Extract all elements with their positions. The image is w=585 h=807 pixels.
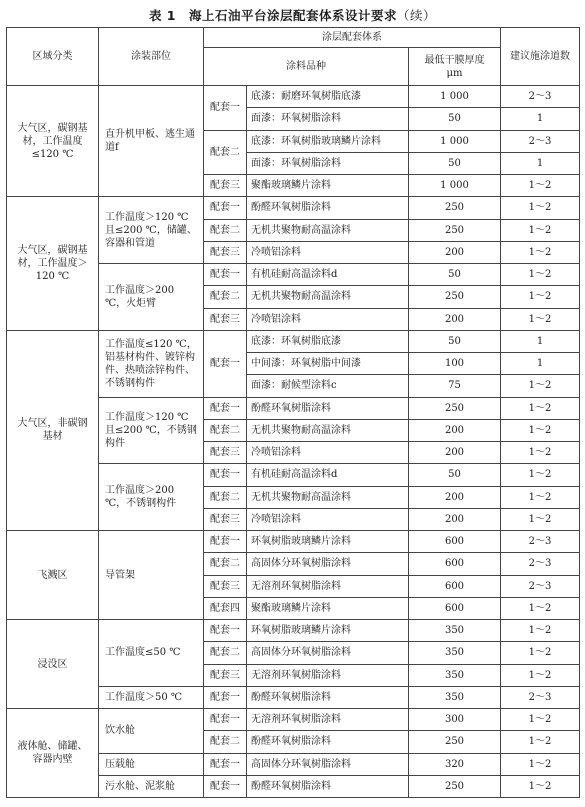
coating-location-cell: 工作温度＞200 ℃，火炬臂 <box>99 264 204 331</box>
system-set-cell: 配套一 <box>204 330 247 397</box>
header-system: 涂层配套体系 <box>204 28 501 48</box>
coating-location-cell: 饮水舱 <box>99 709 204 754</box>
dry-film-thickness-cell: 1 000 <box>409 86 501 108</box>
system-set-cell: 配套一 <box>204 753 247 775</box>
coat-passes-cell: 1 <box>501 108 580 130</box>
dry-film-thickness-cell: 200 <box>409 442 501 464</box>
dry-film-thickness-cell: 250 <box>409 219 501 241</box>
coat-passes-cell: 1～2 <box>501 642 580 664</box>
system-set-cell: 配套二 <box>204 286 247 308</box>
system-set-cell: 配套三 <box>204 508 247 530</box>
dry-film-thickness-cell: 200 <box>409 241 501 263</box>
coating-type-cell: 冷喷铝涂料 <box>247 308 409 330</box>
header-dft-label: 最低干膜厚度 <box>424 54 485 66</box>
dry-film-thickness-cell: 200 <box>409 508 501 530</box>
dry-film-thickness-cell: 50 <box>409 152 501 174</box>
system-set-cell: 配套一 <box>204 397 247 419</box>
dry-film-thickness-cell: 200 <box>409 308 501 330</box>
coating-type-cell: 冷喷铝涂料 <box>247 241 409 263</box>
system-set-cell: 配套一 <box>204 197 247 219</box>
dry-film-thickness-cell: 250 <box>409 286 501 308</box>
dry-film-thickness-cell: 350 <box>409 686 501 708</box>
dry-film-thickness-cell: 200 <box>409 486 501 508</box>
coat-passes-cell: 1～2 <box>501 219 580 241</box>
caption-continued: （续） <box>397 8 437 23</box>
coating-type-cell: 高固体分环氧树脂涂料 <box>247 753 409 775</box>
coat-passes-cell: 2～3 <box>501 130 580 152</box>
coat-passes-cell: 1～2 <box>501 486 580 508</box>
coating-type-cell: 底漆：耐磨环氧树脂底漆 <box>247 86 409 108</box>
dry-film-thickness-cell: 300 <box>409 709 501 731</box>
coat-passes-cell: 1～2 <box>501 731 580 753</box>
header-zone: 区域分类 <box>7 28 99 86</box>
coat-passes-cell: 1～2 <box>501 753 580 775</box>
dry-film-thickness-cell: 50 <box>409 330 501 352</box>
dry-film-thickness-cell: 250 <box>409 397 501 419</box>
coating-type-cell: 酚醛环氧树脂涂料 <box>247 775 409 797</box>
header-dft-unit: μm <box>446 67 463 79</box>
dry-film-thickness-cell: 250 <box>409 731 501 753</box>
coating-location-cell: 压载舱 <box>99 753 204 775</box>
coating-type-cell: 无机共聚物耐高温涂料 <box>247 486 409 508</box>
header-part: 涂装部位 <box>99 28 204 86</box>
coating-type-cell: 底漆：环氧树脂玻璃鳞片涂料 <box>247 130 409 152</box>
dry-film-thickness-cell: 250 <box>409 197 501 219</box>
coat-passes-cell: 1～2 <box>501 620 580 642</box>
system-set-cell: 配套二 <box>204 486 247 508</box>
dry-film-thickness-cell: 50 <box>409 108 501 130</box>
coating-type-cell: 聚酯玻璃鳞片涂料 <box>247 175 409 197</box>
coat-passes-cell: 1～2 <box>501 197 580 219</box>
system-set-cell: 配套一 <box>204 86 247 131</box>
coating-type-cell: 无溶剂环氧树脂涂料 <box>247 664 409 686</box>
coating-type-cell: 有机硅耐高温涂料d <box>247 264 409 286</box>
coating-system-table <box>6 27 580 798</box>
coat-passes-cell: 1～2 <box>501 308 580 330</box>
dry-film-thickness-cell: 600 <box>409 575 501 597</box>
dry-film-thickness-cell: 50 <box>409 464 501 486</box>
coat-passes-cell: 1～2 <box>501 597 580 619</box>
coating-location-cell: 导管架 <box>99 531 204 620</box>
system-set-cell: 配套三 <box>204 175 247 197</box>
coating-type-cell: 中间漆：环氧树脂中间漆 <box>247 353 409 375</box>
coating-location-cell: 工作温度＞120 ℃且≤200 ℃，不锈钢构件 <box>99 397 204 464</box>
coating-type-cell: 酚醛环氧树脂涂料 <box>247 197 409 219</box>
coat-passes-cell: 1～2 <box>501 664 580 686</box>
dry-film-thickness-cell: 350 <box>409 642 501 664</box>
coating-type-cell: 高固体分环氧树脂涂料 <box>247 553 409 575</box>
dry-film-thickness-cell: 350 <box>409 664 501 686</box>
coat-passes-cell: 1～2 <box>501 375 580 397</box>
system-set-cell: 配套四 <box>204 597 247 619</box>
coat-passes-cell: 1～2 <box>501 175 580 197</box>
dry-film-thickness-cell: 50 <box>409 264 501 286</box>
table-header <box>7 28 580 86</box>
coating-type-cell: 无机共聚物耐高温涂料 <box>247 219 409 241</box>
table-row <box>7 709 580 731</box>
coating-location-cell: 工作温度＞50 ℃ <box>99 686 204 708</box>
dry-film-thickness-cell: 75 <box>409 375 501 397</box>
coat-passes-cell: 1～2 <box>501 264 580 286</box>
coating-location-cell: 直升机甲板、逃生通道f <box>99 86 204 197</box>
coating-location-cell: 工作温度≤50 ℃ <box>99 620 204 687</box>
system-set-cell: 配套三 <box>204 664 247 686</box>
system-set-cell: 配套二 <box>204 130 247 175</box>
coat-passes-cell: 1 <box>501 353 580 375</box>
system-set-cell: 配套三 <box>204 241 247 263</box>
dry-film-thickness-cell: 250 <box>409 775 501 797</box>
coat-passes-cell: 1～2 <box>501 775 580 797</box>
coating-location-cell: 工作温度＞200 ℃，不锈钢构件 <box>99 464 204 531</box>
dry-film-thickness-cell: 1 000 <box>409 130 501 152</box>
coat-passes-cell: 1～2 <box>501 241 580 263</box>
coat-passes-cell: 1～2 <box>501 508 580 530</box>
coat-passes-cell: 1 <box>501 152 580 174</box>
header-coating: 涂料品种 <box>204 48 409 86</box>
dry-film-thickness-cell: 200 <box>409 419 501 441</box>
coating-type-cell: 酚醛环氧树脂涂料 <box>247 397 409 419</box>
coat-passes-cell: 1～2 <box>501 464 580 486</box>
table-caption <box>0 6 585 24</box>
table-row <box>7 330 580 352</box>
coat-passes-cell: 1～2 <box>501 709 580 731</box>
caption-title: 表 1 海上石油平台涂层配套体系设计要求 <box>148 8 398 23</box>
coat-passes-cell: 1～2 <box>501 286 580 308</box>
table-row <box>7 197 580 219</box>
coating-type-cell: 无机共聚物耐高温涂料 <box>247 419 409 441</box>
coating-type-cell: 环氧树脂玻璃鳞片涂料 <box>247 620 409 642</box>
coat-passes-cell: 2～3 <box>501 575 580 597</box>
coating-type-cell: 面漆：环氧树脂涂料 <box>247 108 409 130</box>
coat-passes-cell: 1～2 <box>501 419 580 441</box>
system-set-cell: 配套一 <box>204 620 247 642</box>
coating-type-cell: 无溶剂环氧树脂涂料 <box>247 575 409 597</box>
coat-passes-cell: 2～3 <box>501 686 580 708</box>
system-set-cell: 配套二 <box>204 219 247 241</box>
coating-location-cell: 工作温度＞120 ℃且≤200 ℃，储罐、容器和管道 <box>99 197 204 264</box>
zone-cell: 飞溅区 <box>7 531 99 620</box>
system-set-cell: 配套一 <box>204 709 247 731</box>
dry-film-thickness-cell: 320 <box>409 753 501 775</box>
dry-film-thickness-cell: 600 <box>409 597 501 619</box>
system-set-cell: 配套二 <box>204 731 247 753</box>
coating-type-cell: 冷喷铝涂料 <box>247 442 409 464</box>
zone-cell: 液体舱、储罐、容器内壁 <box>7 709 99 798</box>
coat-passes-cell: 2～3 <box>501 531 580 553</box>
coating-type-cell: 环氧树脂玻璃鳞片涂料 <box>247 531 409 553</box>
coating-type-cell: 无机共聚物耐高温涂料 <box>247 286 409 308</box>
header-passes: 建议施涂道数 <box>501 28 580 86</box>
dry-film-thickness-cell: 600 <box>409 531 501 553</box>
coat-passes-cell: 1～2 <box>501 442 580 464</box>
dry-film-thickness-cell: 350 <box>409 620 501 642</box>
coating-type-cell: 无溶剂环氧树脂涂料 <box>247 709 409 731</box>
coating-type-cell: 有机硅耐高温涂料d <box>247 464 409 486</box>
system-set-cell: 配套一 <box>204 531 247 553</box>
table-row <box>7 531 580 553</box>
system-set-cell: 配套一 <box>204 264 247 286</box>
zone-cell: 大气区，非碳钢基材 <box>7 330 99 530</box>
coat-passes-cell: 2～3 <box>501 553 580 575</box>
dry-film-thickness-cell: 600 <box>409 553 501 575</box>
coat-passes-cell: 1 <box>501 330 580 352</box>
table-row <box>7 86 580 108</box>
dry-film-thickness-cell: 1 000 <box>409 175 501 197</box>
coat-passes-cell: 1～2 <box>501 397 580 419</box>
system-set-cell: 配套一 <box>204 775 247 797</box>
coating-type-cell: 酚醛环氧树脂涂料 <box>247 686 409 708</box>
system-set-cell: 配套三 <box>204 575 247 597</box>
coating-type-cell: 聚酯玻璃鳞片涂料 <box>247 597 409 619</box>
system-set-cell: 配套一 <box>204 686 247 708</box>
system-set-cell: 配套三 <box>204 308 247 330</box>
coating-type-cell: 面漆：环氧树脂涂料 <box>247 152 409 174</box>
table-body <box>7 86 580 798</box>
coating-type-cell: 高固体分环氧树脂涂料 <box>247 642 409 664</box>
system-set-cell: 配套一 <box>204 464 247 486</box>
header-dft <box>409 48 501 86</box>
coat-passes-cell: 2～3 <box>501 86 580 108</box>
table-row <box>7 620 580 642</box>
coating-location-cell: 工作温度≤120 ℃，铝基材构件、镀锌构件、热喷涂锌构件、不锈钢构件 <box>99 330 204 397</box>
coating-type-cell: 面漆：耐候型涂料c <box>247 375 409 397</box>
zone-cell: 浸没区 <box>7 620 99 709</box>
coating-type-cell: 底漆：环氧树脂底漆 <box>247 330 409 352</box>
system-set-cell: 配套二 <box>204 553 247 575</box>
system-set-cell: 配套二 <box>204 419 247 441</box>
system-set-cell: 配套三 <box>204 442 247 464</box>
coating-type-cell: 冷喷铝涂料 <box>247 508 409 530</box>
coating-location-cell: 污水舱、泥浆舱 <box>99 775 204 797</box>
system-set-cell: 配套二 <box>204 642 247 664</box>
zone-cell: 大气区，碳钢基材，工作温度≤120 ℃ <box>7 86 99 197</box>
coating-type-cell: 酚醛环氧树脂涂料 <box>247 731 409 753</box>
zone-cell: 大气区，碳钢基材，工作温度＞120 ℃ <box>7 197 99 331</box>
dry-film-thickness-cell: 100 <box>409 353 501 375</box>
